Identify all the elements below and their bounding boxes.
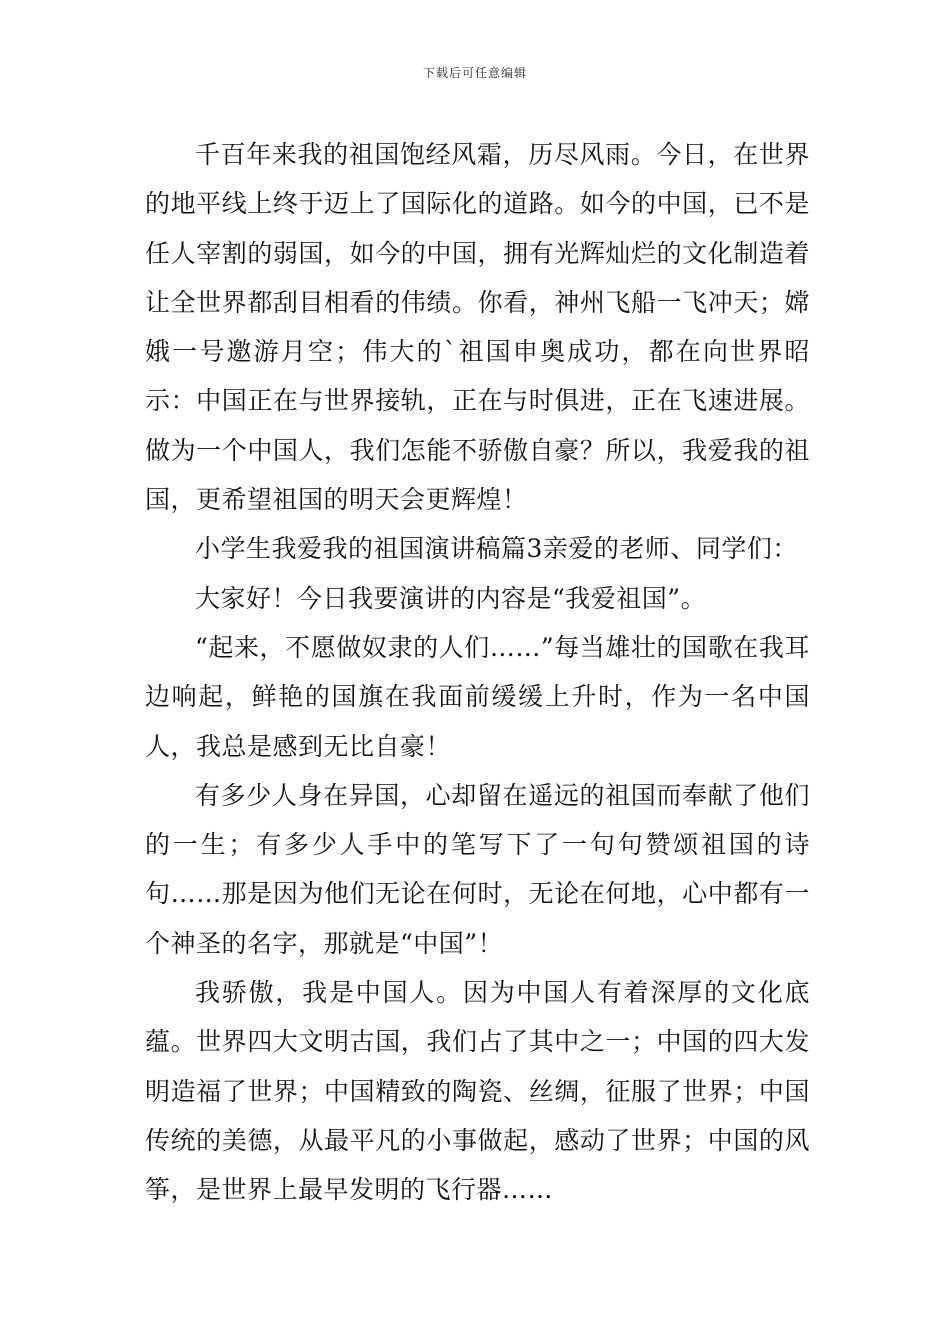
paragraph-3: 大家好！今日我要演讲的内容是“我爱祖国”。 (195, 583, 707, 613)
paragraph-4: “起来，不愿做奴隶的人们……”每当雄壮的国歌在我耳边响起，鲜艳的国旗在我面前缓缓上升时，作为一名中国人，我总是感到无比自豪！ (145, 632, 810, 761)
paragraph-2: 小学生我爱我的祖国演讲稿篇3亲爱的老师、同学们： (195, 534, 798, 564)
paragraph-1: 千百年来我的祖国饱经风霜，历尽风雨。今日，在世界的地平线上终于迈上了国际化的道路。如今的中国，已不是任人宰割的弱国，如今的中国，拥有光辉灿烂的文化制造着让全世界都刮目相看的伟绩。你看，神州飞船一飞冲天；嫦娥一号邀游月空；伟大的`祖国申奥成功，都在向世界昭示：中国正在与世界接轨，正在与时俱进，正在飞速进展。做为一个中国人，我们怎能不骄傲自豪？所以，我爱我的祖国，更希望祖国的明天会更辉煌！ (145, 140, 810, 515)
paragraph-6: 我骄傲，我是中国人。因为中国人有着深厚的文化底蕴。世界四大文明古国，我们占了其中之一；中国的四大发明造福了世界；中国精致的陶瓷、丝绸，征服了世界；中国传统的美德，从最平凡的小事做起，感动了世界；中国的风筝，是世界上最早发明的飞行器…… (145, 978, 810, 1205)
paragraph-5: 有多少人身在异国，心却留在遥远的祖国而奉献了他们的一生；有多少人手中的笔写下了一句句赞颂祖国的诗句……那是因为他们无论在何时，无论在何地，心中都有一个神圣的名字，那就是“中国”！ (145, 780, 810, 958)
page-header: 下载后可任意编辑 (422, 66, 527, 80)
document-body (145, 130, 810, 1215)
